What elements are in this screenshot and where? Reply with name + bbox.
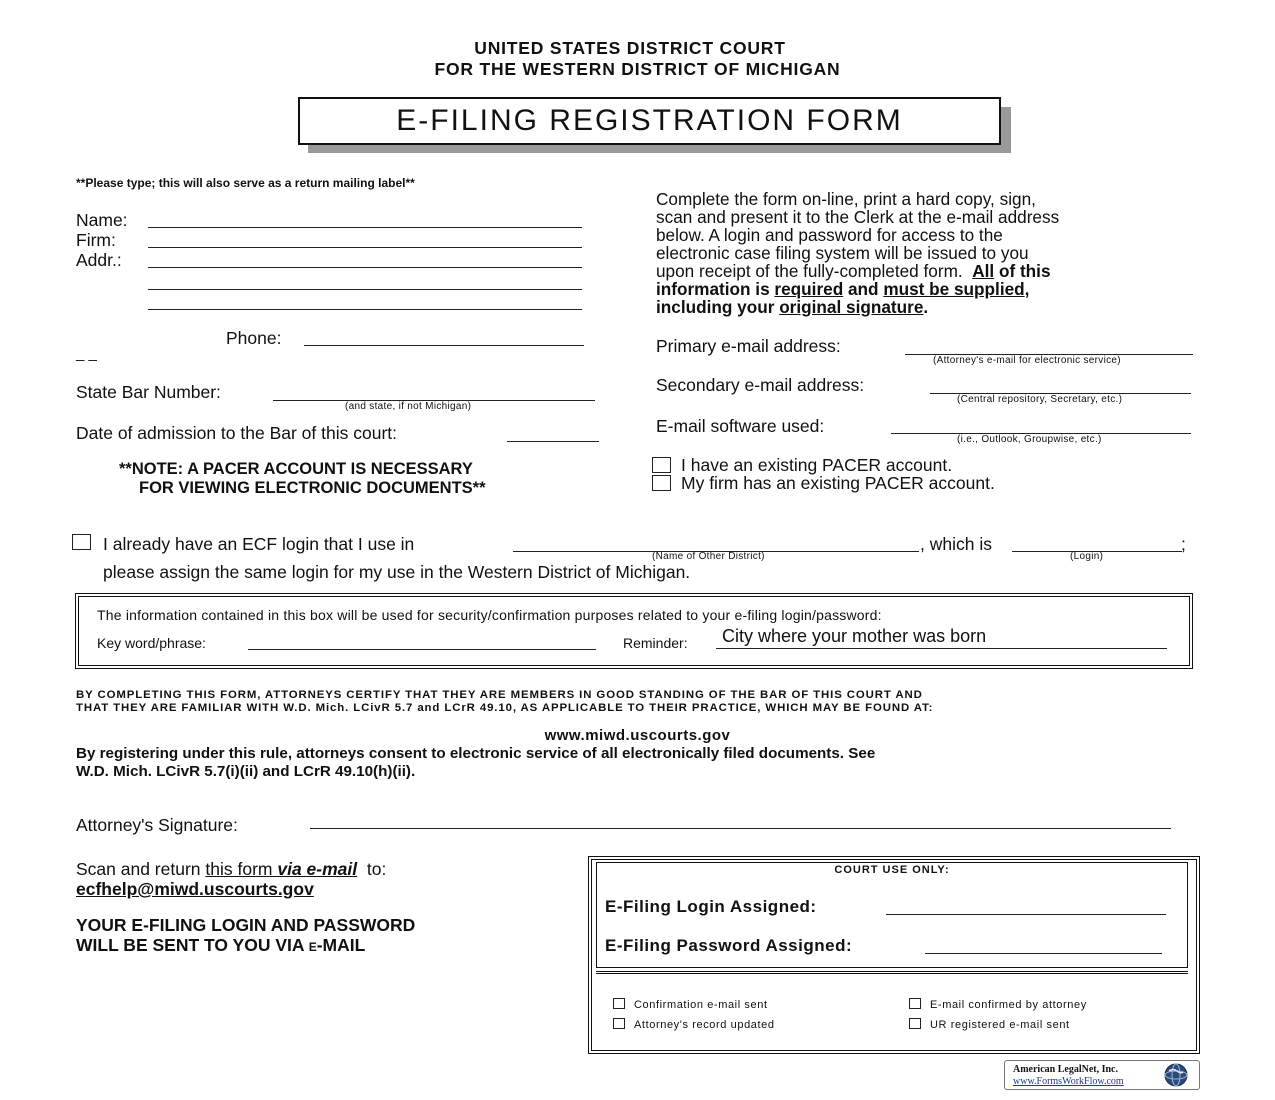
- primary-email-label: Primary e-mail address:: [656, 336, 841, 356]
- login-assigned-label: E-Filing Login Assigned:: [605, 897, 817, 916]
- firm-input[interactable]: [148, 227, 582, 248]
- email-software-input[interactable]: [891, 413, 1191, 434]
- return-email-link[interactable]: ecfhelp@miwd.uscourts.gov: [76, 879, 314, 899]
- keyword-label: Key word/phrase:: [97, 635, 206, 651]
- original-signature-emphasis: original signature: [779, 297, 924, 317]
- certify-line2: THAT THEY ARE FAMILIAR WITH W.D. Mich. LCivR 5.7 and LCrR 49.10, AS APPLICABLE TO THEIR PRACTICE, WHICH MAY BE FOUND AT:: [76, 702, 934, 714]
- consent-line2: W.D. Mich. LCivR 5.7(i)(ii) and LCrR 49.10(h)(ii).: [76, 763, 416, 780]
- login-hint: (Login): [1070, 551, 1104, 562]
- publisher-name: American LegalNet, Inc.: [1013, 1064, 1118, 1075]
- all-emphasis: All: [972, 261, 995, 281]
- consent-line1: By registering under this rule, attorneys consent to electronic service of all electronically filed documents. See: [76, 745, 876, 762]
- signature-line[interactable]: [310, 828, 1171, 829]
- globe-icon: [1163, 1062, 1189, 1088]
- form-title: E-FILING REGISTRATION FORM: [396, 104, 903, 137]
- login-assigned-input[interactable]: [886, 894, 1166, 915]
- must-supplied-emphasis: must be supplied: [883, 279, 1025, 299]
- pacer-firm-label: My firm has an existing PACER account.: [681, 473, 995, 493]
- publisher-badge: [1004, 1060, 1200, 1090]
- pacer-note-line1: **NOTE: A PACER ACCOUNT IS NECESSARY: [119, 460, 473, 478]
- court-website: www.miwd.uscourts.gov: [544, 727, 731, 744]
- instructions-line: Complete the form on-line, print a hard copy, sign,: [656, 189, 1036, 209]
- address-line-3-input[interactable]: [148, 289, 582, 310]
- email-software-hint: (i.e., Outlook, Groupwise, etc.): [957, 434, 1102, 445]
- pacer-note-line2: FOR VIEWING ELECTRONIC DOCUMENTS**: [139, 479, 486, 497]
- required-emphasis: required: [774, 279, 844, 299]
- address-line-2-input[interactable]: [148, 269, 582, 290]
- ecf-text-b: , which is: [920, 534, 992, 554]
- ecf-text-c: ;: [1181, 534, 1186, 554]
- firm-label: Firm:: [76, 230, 116, 250]
- addr-label: Addr.:: [76, 250, 122, 270]
- record-updated-label: Attorney's record updated: [634, 1019, 775, 1031]
- primary-email-hint: (Attorney's e-mail for electronic service): [933, 355, 1121, 366]
- instructions-line: information is required and must be supplied,: [656, 279, 1030, 299]
- pacer-firm-checkbox[interactable]: [652, 475, 671, 491]
- district-hint: (Name of Other District): [652, 551, 765, 562]
- court-district: FOR THE WESTERN DISTRICT OF MICHIGAN: [434, 59, 841, 79]
- pacer-existing-checkbox[interactable]: [652, 457, 671, 473]
- notice-line2: WILL BE SENT TO YOU VIA E-MAIL: [76, 935, 366, 955]
- primary-email-input[interactable]: [905, 334, 1193, 355]
- certify-line1: BY COMPLETING THIS FORM, ATTORNEYS CERTIFY THAT THEY ARE MEMBERS IN GOOD STANDING OF THE BAR OF THIS COURT AND: [76, 689, 923, 701]
- publisher-url[interactable]: www.FormsWorkFlow.com: [1013, 1076, 1124, 1087]
- keyword-input[interactable]: [248, 631, 596, 650]
- ur-registered-checkbox[interactable]: [909, 1018, 921, 1029]
- notice-line1: YOUR E-FILING LOGIN AND PASSWORD: [76, 915, 416, 935]
- name-input[interactable]: [148, 207, 582, 228]
- instructions-line: electronic case filing system will be issued to you: [656, 243, 1029, 263]
- ur-registered-label: UR registered e-mail sent: [930, 1019, 1070, 1031]
- signature-label: Attorney's Signature:: [76, 815, 238, 835]
- email-confirmed-checkbox[interactable]: [909, 998, 921, 1009]
- phone-dash: _ _: [76, 345, 97, 362]
- other-district-input[interactable]: [513, 531, 919, 552]
- confirmation-sent-checkbox[interactable]: [613, 998, 625, 1009]
- name-label: Name:: [76, 210, 128, 230]
- email-confirmed-label: E-mail confirmed by attorney: [930, 999, 1087, 1011]
- secondary-email-input[interactable]: [930, 373, 1191, 394]
- admission-date-input[interactable]: [507, 421, 599, 442]
- phone-input[interactable]: [304, 325, 584, 346]
- instructions-line: upon receipt of the fully-completed form. All of this: [656, 261, 1051, 281]
- reminder-label: Reminder:: [623, 635, 688, 651]
- bar-number-input[interactable]: [273, 380, 595, 401]
- instructions-line: scan and present it to the Clerk at the e-mail address: [656, 207, 1060, 227]
- record-updated-checkbox[interactable]: [613, 1018, 625, 1029]
- secondary-email-hint: (Central repository, Secretary, etc.): [957, 394, 1123, 405]
- admission-date-label: Date of admission to the Bar of this court:: [76, 423, 397, 443]
- security-info: The information contained in this box will be used for security/confirmation purposes related to your e-filing login/password:: [97, 607, 882, 623]
- ecf-text-line2: please assign the same login for my use in the Western District of Michigan.: [103, 562, 691, 582]
- security-box: [75, 593, 1193, 669]
- type-note: **Please type; this will also serve as a return mailing label**: [76, 176, 415, 190]
- reminder-line: [716, 648, 1167, 649]
- bar-number-hint: (and state, if not Michigan): [345, 401, 472, 412]
- reminder-value: City where your mother was born: [722, 626, 987, 646]
- password-assigned-label: E-Filing Password Assigned:: [605, 936, 853, 955]
- address-line-1-input[interactable]: [148, 247, 582, 268]
- confirmation-sent-label: Confirmation e-mail sent: [634, 999, 768, 1011]
- ecf-login-checkbox[interactable]: [72, 534, 91, 550]
- ecf-text-a: I already have an ECF login that I use in: [103, 534, 415, 554]
- court-use-heading: COURT USE ONLY:: [834, 864, 950, 876]
- court-name: UNITED STATES DISTRICT COURT: [474, 38, 786, 58]
- secondary-email-label: Secondary e-mail address:: [656, 375, 865, 395]
- bar-number-label: State Bar Number:: [76, 382, 221, 402]
- email-software-label: E-mail software used:: [656, 416, 825, 436]
- phone-label: Phone:: [226, 328, 282, 348]
- court-use-divider: [596, 971, 1188, 974]
- scan-return-line: Scan and return this form via e-mail to:: [76, 859, 387, 879]
- pacer-existing-label: I have an existing PACER account.: [681, 455, 953, 475]
- instructions-line: below. A login and password for access to the: [656, 225, 1003, 245]
- password-assigned-input[interactable]: [925, 933, 1162, 954]
- instructions-line: including your original signature.: [656, 297, 929, 317]
- instructions: [656, 190, 1059, 316]
- ecf-login-input[interactable]: [1012, 531, 1182, 552]
